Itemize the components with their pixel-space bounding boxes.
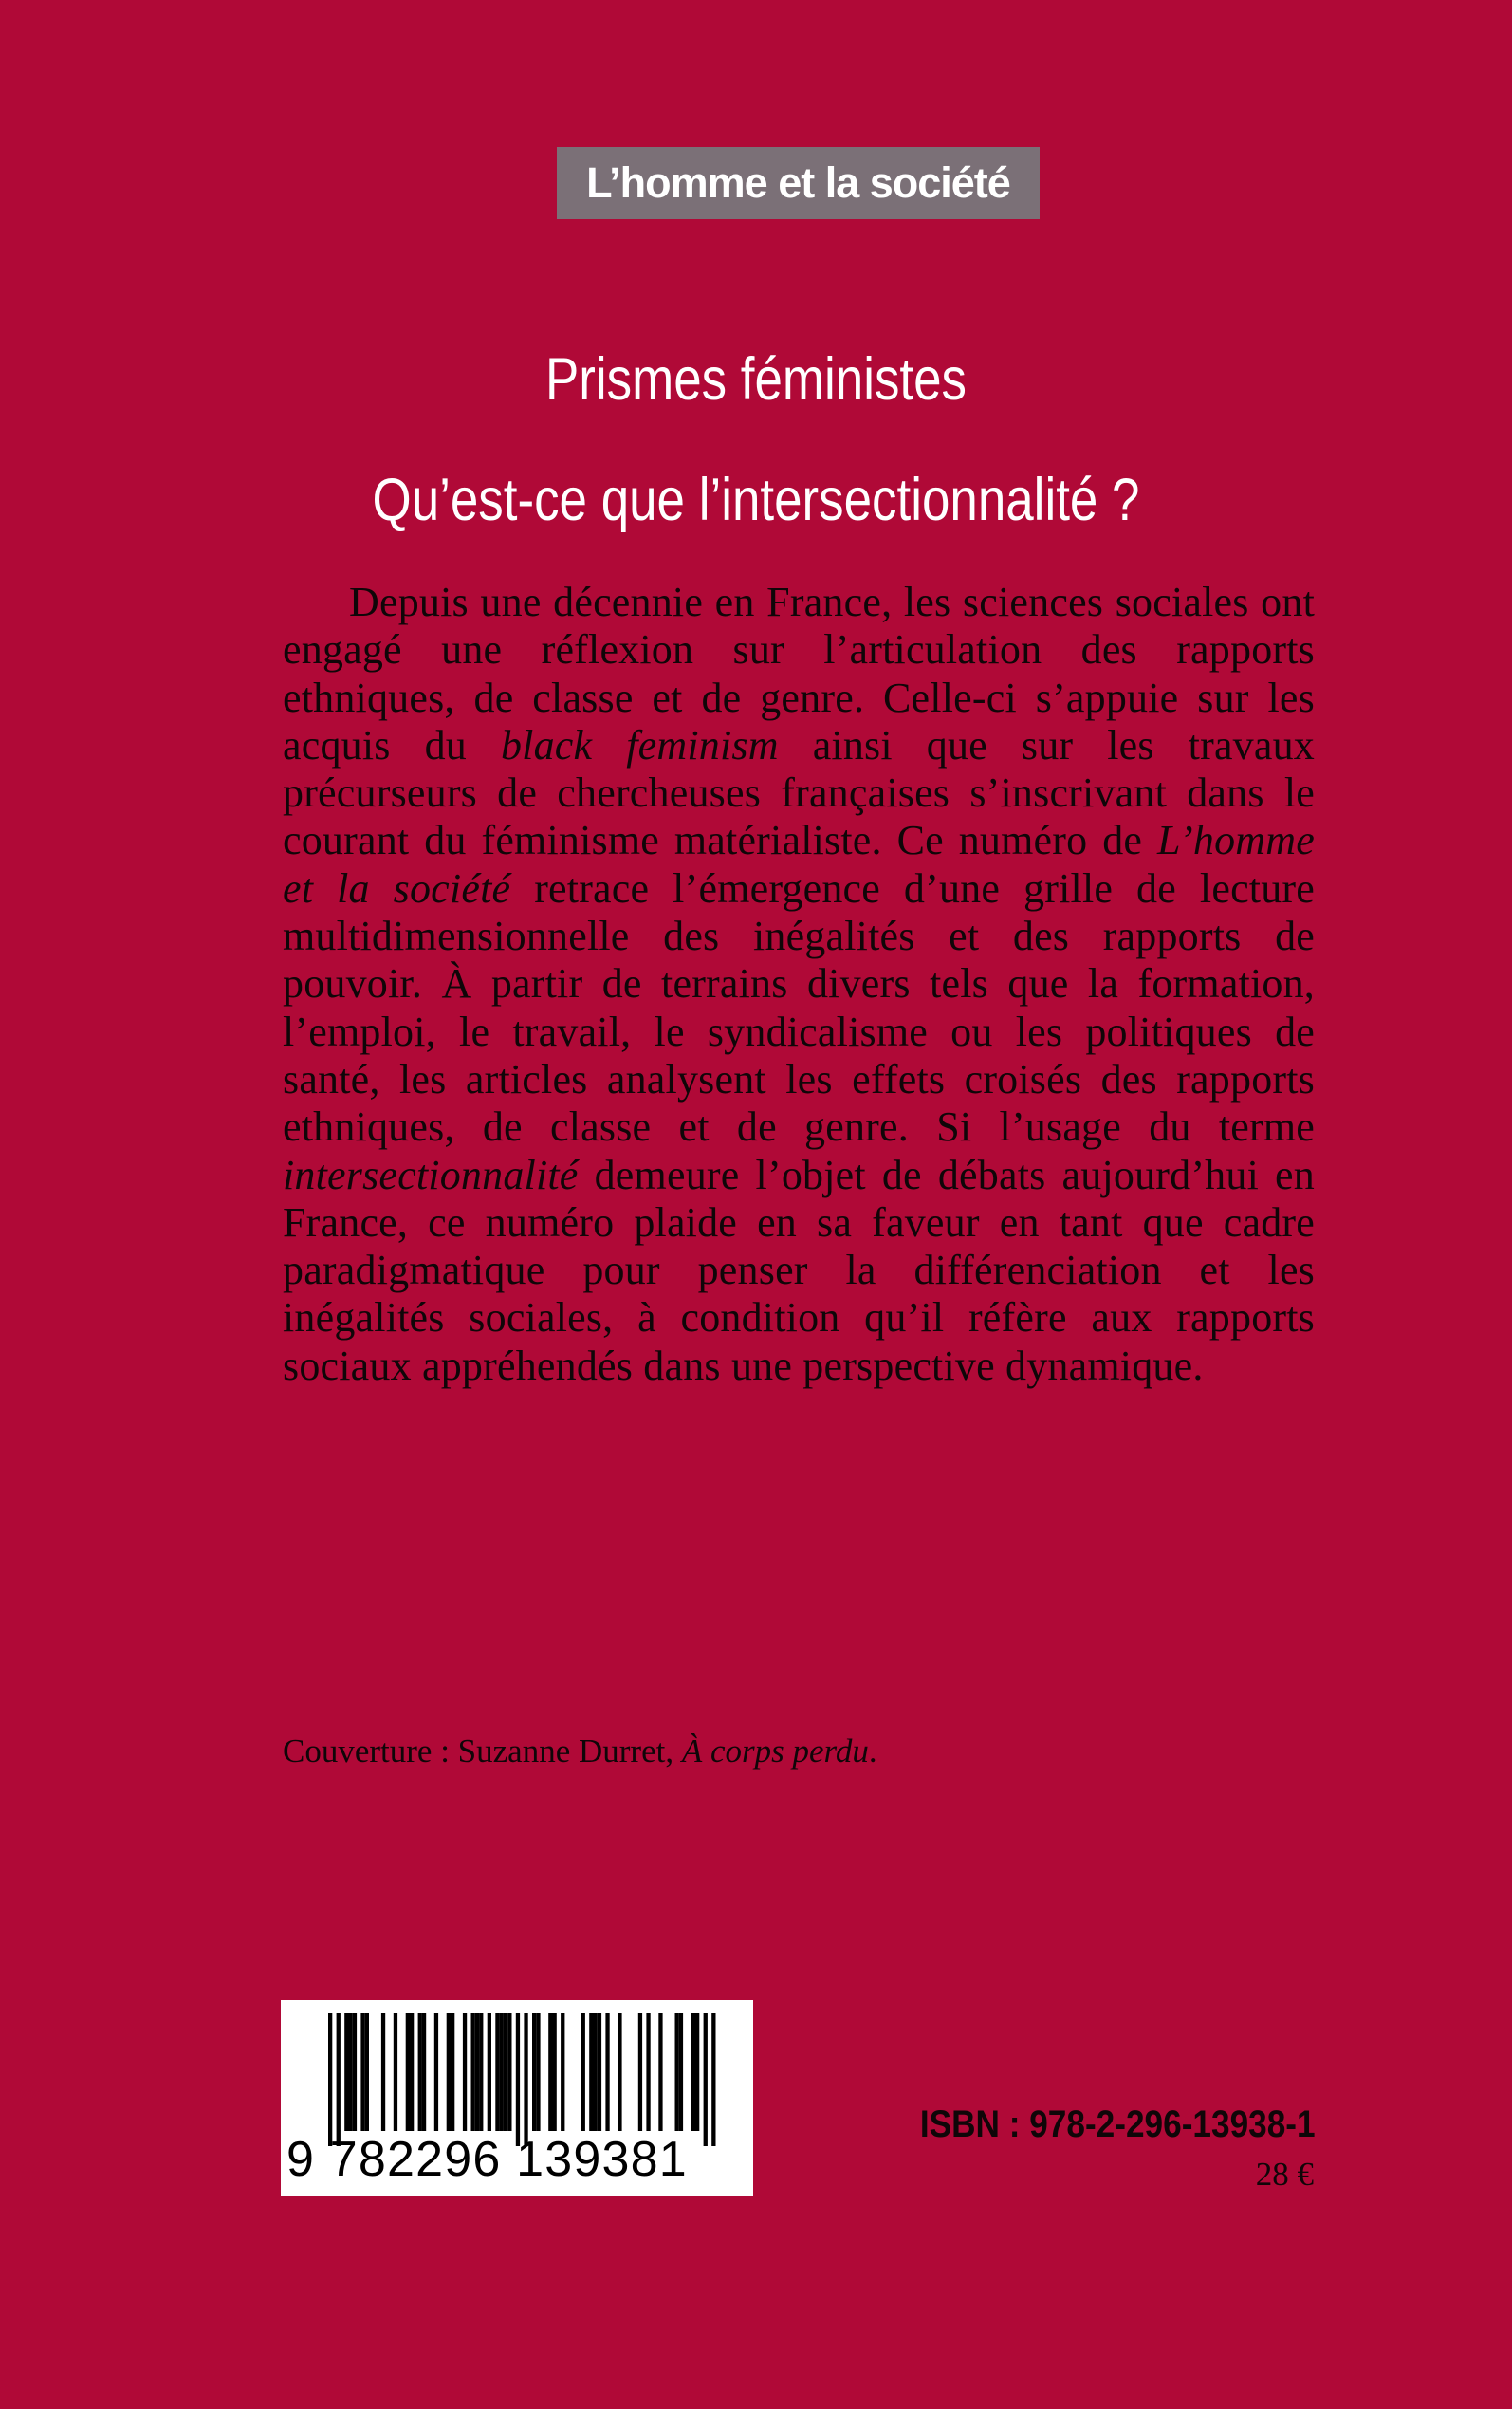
series-title: L’homme et la société — [557, 147, 1040, 219]
cover-credit-label: Couverture : Suzanne Durret, — [283, 1733, 674, 1770]
blurb-italic-term: intersectionnalité — [283, 1151, 579, 1198]
barcode-bar — [516, 2013, 520, 2146]
barcode-bar — [658, 2013, 662, 2131]
barcode-bar — [406, 2013, 410, 2131]
barcode-bar — [704, 2013, 708, 2146]
barcode-bar — [536, 2013, 540, 2131]
blurb-text: ainsi que sur les travaux précurseurs de chercheuses françaises s’inscrivant dans le courant du féminisme matérialiste. Ce numéro de — [283, 721, 1315, 864]
back-cover-blurb — [283, 579, 1315, 1390]
barcode-bar — [360, 2013, 364, 2131]
barcode-bar — [675, 2013, 679, 2131]
blurb-italic-journal: L’homme et la société — [283, 817, 1315, 912]
barcode-bar — [507, 2013, 511, 2131]
blurb-text: Depuis une décennie en France, les sciences sociales ont engagé une réflexion sur l’articulation des rapports ethniques, de classe et de genre. Celle-ci s’appuie sur les acquis du — [283, 579, 1315, 769]
barcode-bar — [618, 2013, 621, 2131]
barcode — [281, 2000, 753, 2196]
barcode-bar — [695, 2013, 699, 2131]
barcode-bar — [548, 2013, 552, 2131]
blurb-italic-term: black feminism — [500, 721, 779, 769]
barcode-bar — [605, 2013, 609, 2131]
barcode-bar — [495, 2013, 499, 2131]
barcode-bar — [463, 2013, 467, 2131]
barcode-bar — [524, 2013, 527, 2146]
barcode-bar — [488, 2013, 491, 2131]
barcode-bar — [410, 2013, 414, 2131]
blurb-text: retrace l’émergence d’une grille de lecture multidimensionnelle des inégalités et des rapports de pouvoir. À partir de terrains divers tels que la formation, l’emploi, le travail, le syndicalisme ou les politiques de santé, les articles analysent les effets croisés des rapports ethniques, de classe et de genre. Si l’usage du terme — [283, 864, 1316, 1151]
barcode-bar — [553, 2013, 557, 2131]
isbn: ISBN : 978-2-296-13938-1 — [920, 2103, 1316, 2145]
barcode-bar — [711, 2013, 715, 2146]
cover-credit-end: . — [868, 1733, 877, 1770]
barcode-bar — [394, 2013, 397, 2131]
price: 28 € — [1255, 2156, 1314, 2193]
barcode-bar — [422, 2013, 426, 2131]
barcode-digits: 9 782296 139381 — [286, 2132, 688, 2187]
barcode-bar — [447, 2013, 451, 2131]
barcode-bar — [581, 2013, 585, 2131]
barcode-bar — [353, 2013, 357, 2131]
barcode-bar — [381, 2013, 385, 2131]
cover-credit — [283, 1731, 877, 1772]
barcode-bar — [504, 2013, 507, 2131]
book-title: Prismes féministes — [544, 346, 968, 413]
barcode-bar — [646, 2013, 650, 2131]
barcode-bar — [328, 2013, 332, 2146]
barcode-bar — [337, 2013, 341, 2146]
barcode-bar — [691, 2013, 695, 2131]
barcode-bar — [594, 2013, 598, 2131]
barcode-bar — [532, 2013, 536, 2131]
barcode-bar — [451, 2013, 454, 2131]
barcode-bar — [344, 2013, 348, 2131]
barcode-bar — [561, 2013, 564, 2131]
barcode-bar — [500, 2013, 504, 2131]
barcode-bar — [679, 2013, 683, 2131]
barcode-bar — [418, 2013, 422, 2131]
cover-credit-work: À corps perdu — [681, 1733, 869, 1770]
barcode-bar — [479, 2013, 483, 2131]
barcode-bar — [475, 2013, 479, 2131]
barcode-bar — [598, 2013, 601, 2131]
barcode-bar — [638, 2013, 642, 2131]
barcode-bar — [434, 2013, 438, 2131]
barcode-bar — [365, 2013, 369, 2131]
blurb-text: demeure l’objet de débats aujourd’hui en France, ce numéro plaide en sa faveur en tant que cadre paradigmatique pour penser la différenciation et les inégalités sociales, à condition qu’il réfère aux rapports sociaux appréhendés dans une perspective dynamique. — [283, 1151, 1315, 1389]
book-subtitle: Qu’est-ce que l’intersectionnalité ? — [372, 467, 1140, 533]
barcode-bar — [349, 2013, 353, 2131]
barcode-bar — [471, 2013, 475, 2131]
barcode-bar — [589, 2013, 593, 2131]
